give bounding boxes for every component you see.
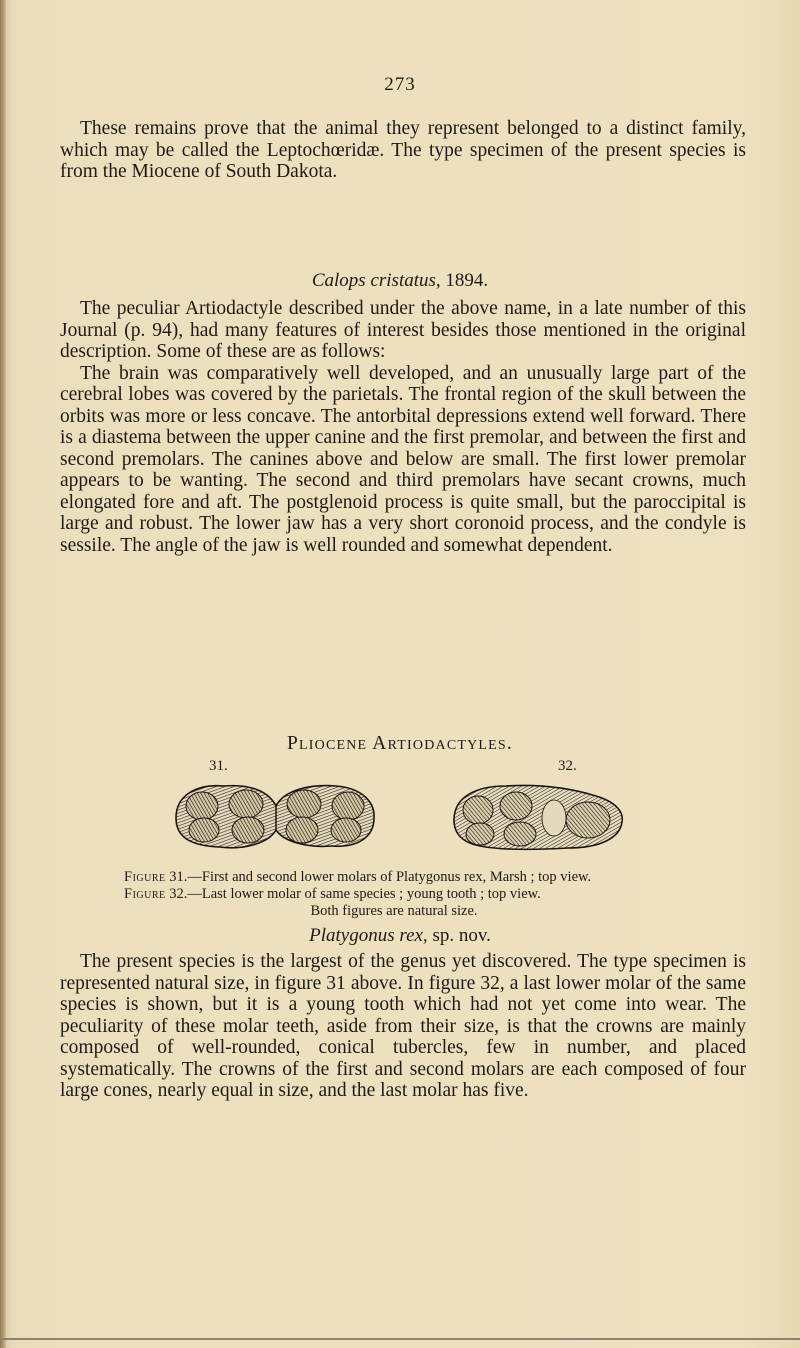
figure-32-label: 32. [558, 758, 577, 774]
calops-text-block [60, 298, 746, 556]
figure-31-label: 31. [209, 758, 228, 774]
calops-paragraph-2: The brain was comparatively well developed, and an unusually large part of the cerebral lobes was covered by the parietals. The frontal region of the skull between the orbits was more or less concave. The antorbital depressions extend well forward. There is a diastema between the upper canine and the first premolar, and between the first and second premolars. The canines above and below are small. The first lower premolar appears to be wanting. The second and third premolars have secant crowns, much elongated fore and aft. The postglenoid process is quite small, but the paroccipital is large and robust. The lower jaw has a very short coronoid process, and the condyle is sessile. The angle of the jaw is well rounded and somewhat dependent. [60, 362, 746, 556]
caption-both-natural-size: Both figures are natural size. [310, 903, 478, 919]
platygonus-text-block [60, 951, 746, 1102]
figure-31-molars-illustration [172, 780, 378, 852]
caption-32-lead: Figure [124, 886, 166, 902]
page-bottom-edge [0, 1338, 800, 1340]
section-heading-calops [0, 270, 800, 292]
caption-31-text: 31.—First and second lower molars of Platygonus rex, Marsh ; top view. [169, 869, 592, 885]
figure-32-molar-illustration [450, 782, 626, 852]
page-number: 273 [384, 74, 416, 95]
section-heading-platygonus [0, 925, 800, 947]
calops-heading-year: 1894. [445, 270, 489, 291]
platygonus-heading-rest: sp. nov. [432, 925, 491, 946]
caption-31-lead: Figure [124, 869, 166, 885]
page-binding-edge [0, 0, 6, 1348]
plate-title: Pliocene Artiodactyles. [286, 733, 513, 754]
calops-heading-name: Calops cristatus, [311, 270, 441, 291]
platygonus-heading-name: Platygonus rex, [309, 925, 428, 946]
figure-captions [124, 869, 724, 920]
caption-figure-32 [124, 886, 724, 903]
intro-paragraph: These remains prove that the animal they represent belonged to a distinct family, which may be called the Leptochœridæ. The type specimen of the present species is from the Miocene of South Dakota. [60, 118, 746, 182]
platygonus-paragraph-1: The present species is the largest of the genus yet discovered. The type specimen is represented natural size, in figure 31 above. In figure 32, a last lower molar of the same species is shown, but it is a young tooth which had not yet come into wear. The peculiarity of these molar teeth, aside from their size, is that the crowns are mainly composed of well-rounded, conical tubercles, few in number, and placed systematically. The crowns of the first and second molars are each composed of four large cones, nearly equal in size, and the last molar has five. [60, 951, 746, 1101]
intro-paragraph-block [60, 118, 746, 183]
caption-32-text: 32.—Last lower molar of same species ; young tooth ; top view. [169, 886, 541, 902]
calops-paragraph-1: The peculiar Artiodactyle described under the above name, in a late number of this Journal (p. 94), had many features of interest besides those mentioned in the original description. Some of these are as follows: [60, 298, 746, 362]
caption-figure-31 [124, 869, 724, 886]
